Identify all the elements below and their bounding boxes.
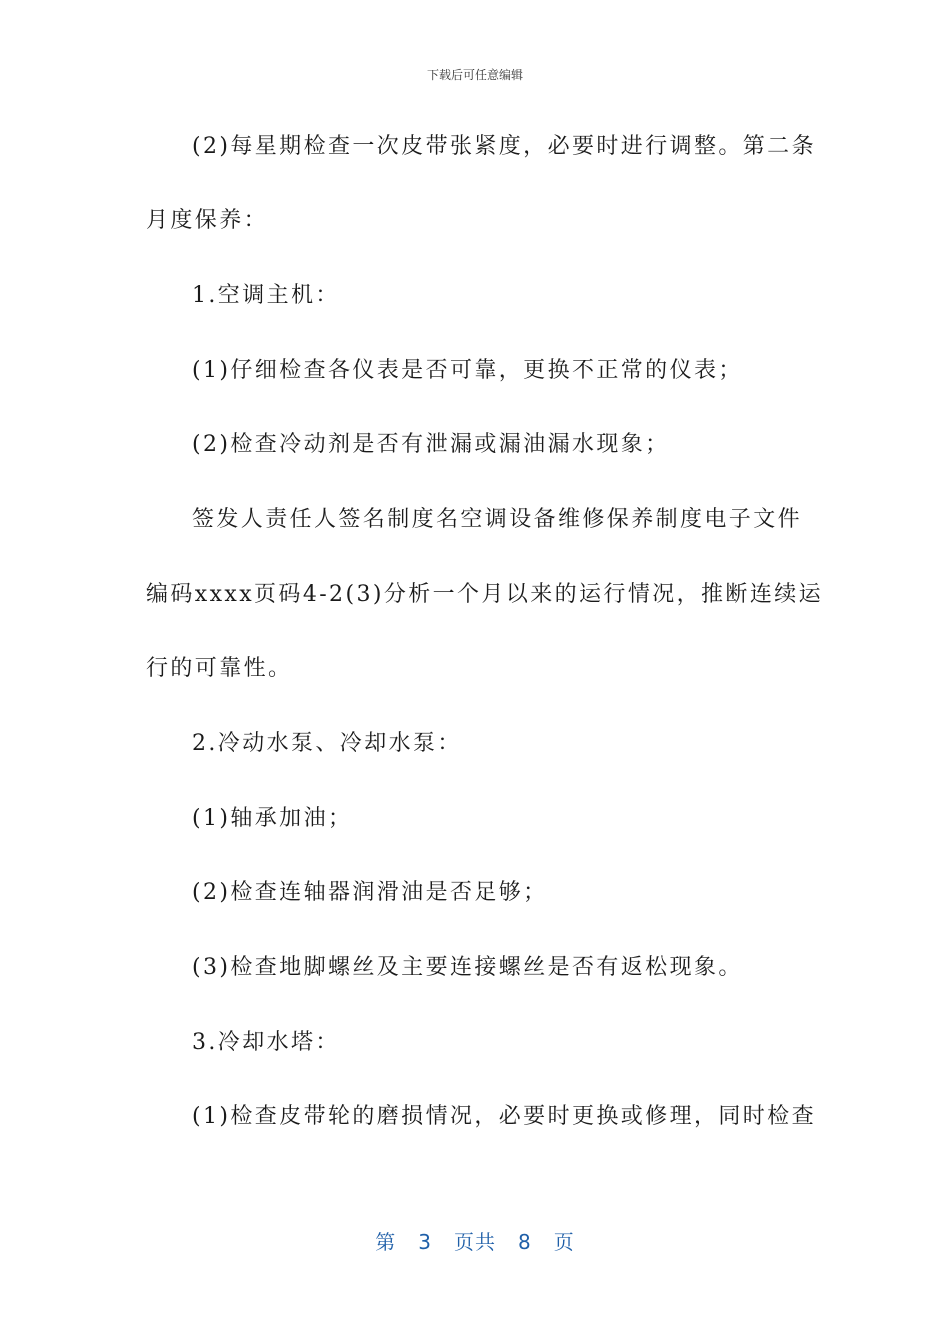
- footer-current-page: 3: [418, 1230, 432, 1254]
- paragraph-line: (2)检查冷动剂是否有泄漏或漏油漏水现象；: [192, 432, 670, 457]
- paragraph-line: (1)仔细检查各仪表是否可靠，更换不正常的仪表；: [192, 358, 743, 383]
- paragraph-line: 编码xxxx页码4-2(3)分析一个月以来的运行情况，推断连续运: [146, 582, 824, 607]
- footer-page-suffix: 页: [553, 1230, 575, 1254]
- paragraph-line: (1)检查皮带轮的磨损情况，必要时更换或修理，同时检查: [192, 1104, 816, 1129]
- paragraph-line: 月度保养：: [146, 208, 269, 233]
- paragraph-line: 3.冷却水塔：: [192, 1030, 340, 1055]
- paragraph-line: (2)每星期检查一次皮带张紧度，必要时进行调整。第二条: [192, 134, 816, 159]
- page-header: 下载后可任意编辑: [426, 68, 523, 82]
- paragraph-line: 2.冷动水泵、冷却水泵：: [192, 731, 462, 756]
- paragraph-line: 签发人责任人签名制度名空调设备维修保养制度电子文件: [192, 507, 803, 532]
- page-footer: [0, 1226, 950, 1255]
- paragraph-line: (2)检查连轴器润滑油是否足够；: [192, 880, 548, 905]
- paragraph-line: 行的可靠性。: [146, 656, 293, 681]
- footer-page-label: 第: [375, 1230, 397, 1254]
- footer-total-pages: 8: [518, 1230, 532, 1254]
- paragraph-line: 1.空调主机：: [192, 283, 340, 308]
- paragraph-line: (3)检查地脚螺丝及主要连接螺丝是否有返松现象。: [192, 955, 743, 980]
- footer-total-label: 页共: [454, 1230, 496, 1254]
- paragraph-line: (1)轴承加油；: [192, 806, 353, 831]
